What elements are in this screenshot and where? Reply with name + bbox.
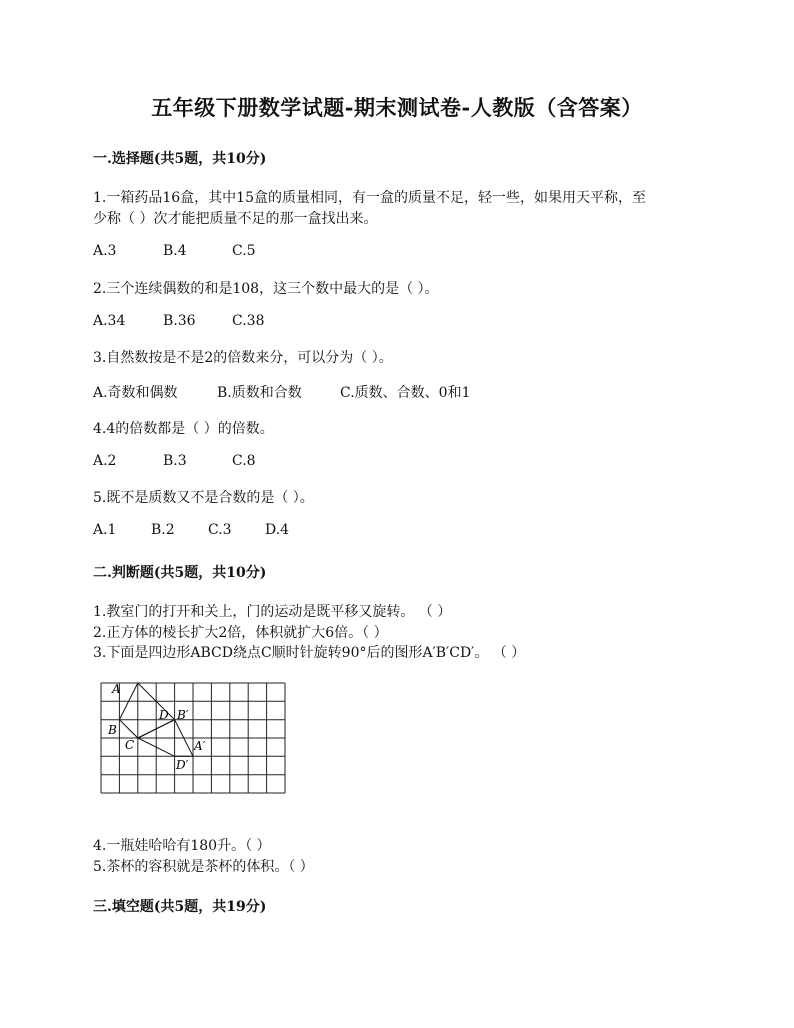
- label-a: A: [112, 682, 121, 696]
- option-a: A.34: [93, 313, 126, 329]
- option-c: C.3: [208, 522, 232, 538]
- option-a: A.3: [93, 243, 117, 259]
- question-1-options: [93, 243, 256, 259]
- option-a: A.奇数和偶数: [93, 385, 178, 401]
- label-c: C: [125, 738, 135, 752]
- grid-diagram: [100, 682, 290, 797]
- option-a: A.1: [93, 522, 117, 538]
- judge-question-4: 4.一瓶娃哈哈有180升。（ ）: [93, 838, 271, 854]
- label-d-prime: D′: [176, 758, 189, 772]
- option-b: B.36: [163, 313, 196, 329]
- label-b-prime: B′: [177, 708, 189, 722]
- question-5: 5.既不是质数又不是合数的是（ ）。: [93, 490, 314, 506]
- judge-question-3: 3.下面是四边形ABCD绕点C顺时针旋转90°后的图形A′B′CD′。 （ ）: [93, 645, 526, 661]
- option-c: C.质数、合数、0和1: [340, 385, 471, 401]
- question-2-options: [93, 313, 264, 329]
- label-b: B: [108, 723, 117, 737]
- option-c: C.5: [232, 243, 256, 259]
- question-3: 3.自然数按是不是2的倍数来分，可以分为（ ）。: [93, 350, 393, 366]
- label-a-prime: A′: [194, 739, 206, 753]
- option-d: D.4: [265, 522, 290, 538]
- judge-question-5: 5.茶杯的容积就是茶杯的体积。（ ）: [93, 859, 314, 875]
- question-2: 2.三个连续偶数的和是108，这三个数中最大的是（ ）。: [93, 281, 439, 297]
- label-d: D: [159, 708, 169, 722]
- question-1-line-1: 1.一箱药品16盒，其中15盒的质量相同，有一盒的质量不足，轻一些，如果用天平称，至: [93, 190, 646, 206]
- option-b: B.4: [163, 243, 187, 259]
- question-3-options: [93, 382, 470, 402]
- section-heading-fill: 三.填空题(共5题，共19分): [93, 899, 267, 915]
- section-heading-judge: 二.判断题(共5题，共10分): [93, 565, 267, 581]
- judge-question-2: 2.正方体的棱长扩大2倍，体积就扩大6倍。（ ）: [93, 625, 388, 641]
- rotation-figure: [100, 682, 290, 801]
- option-b: B.3: [163, 453, 187, 469]
- option-b: B.质数和合数: [217, 385, 302, 401]
- option-c: C.8: [232, 453, 256, 469]
- question-4: 4.4的倍数都是（ ）的倍数。: [93, 421, 274, 437]
- question-5-options: [93, 522, 289, 538]
- question-4-options: [93, 453, 256, 469]
- question-1-line-2: 少称（ ）次才能把质量不足的那一盒找出来。: [93, 211, 378, 227]
- option-a: A.2: [93, 453, 117, 469]
- judge-question-1: 1.教室门的打开和关上，门的运动是既平移又旋转。 （ ）: [93, 604, 452, 620]
- option-b: B.2: [151, 522, 175, 538]
- option-c: C.38: [232, 313, 265, 329]
- section-heading-choice: 一.选择题(共5题，共10分): [93, 151, 267, 167]
- page-title: 五年级下册数学试题-期末测试卷-人教版（含答案）: [151, 95, 643, 120]
